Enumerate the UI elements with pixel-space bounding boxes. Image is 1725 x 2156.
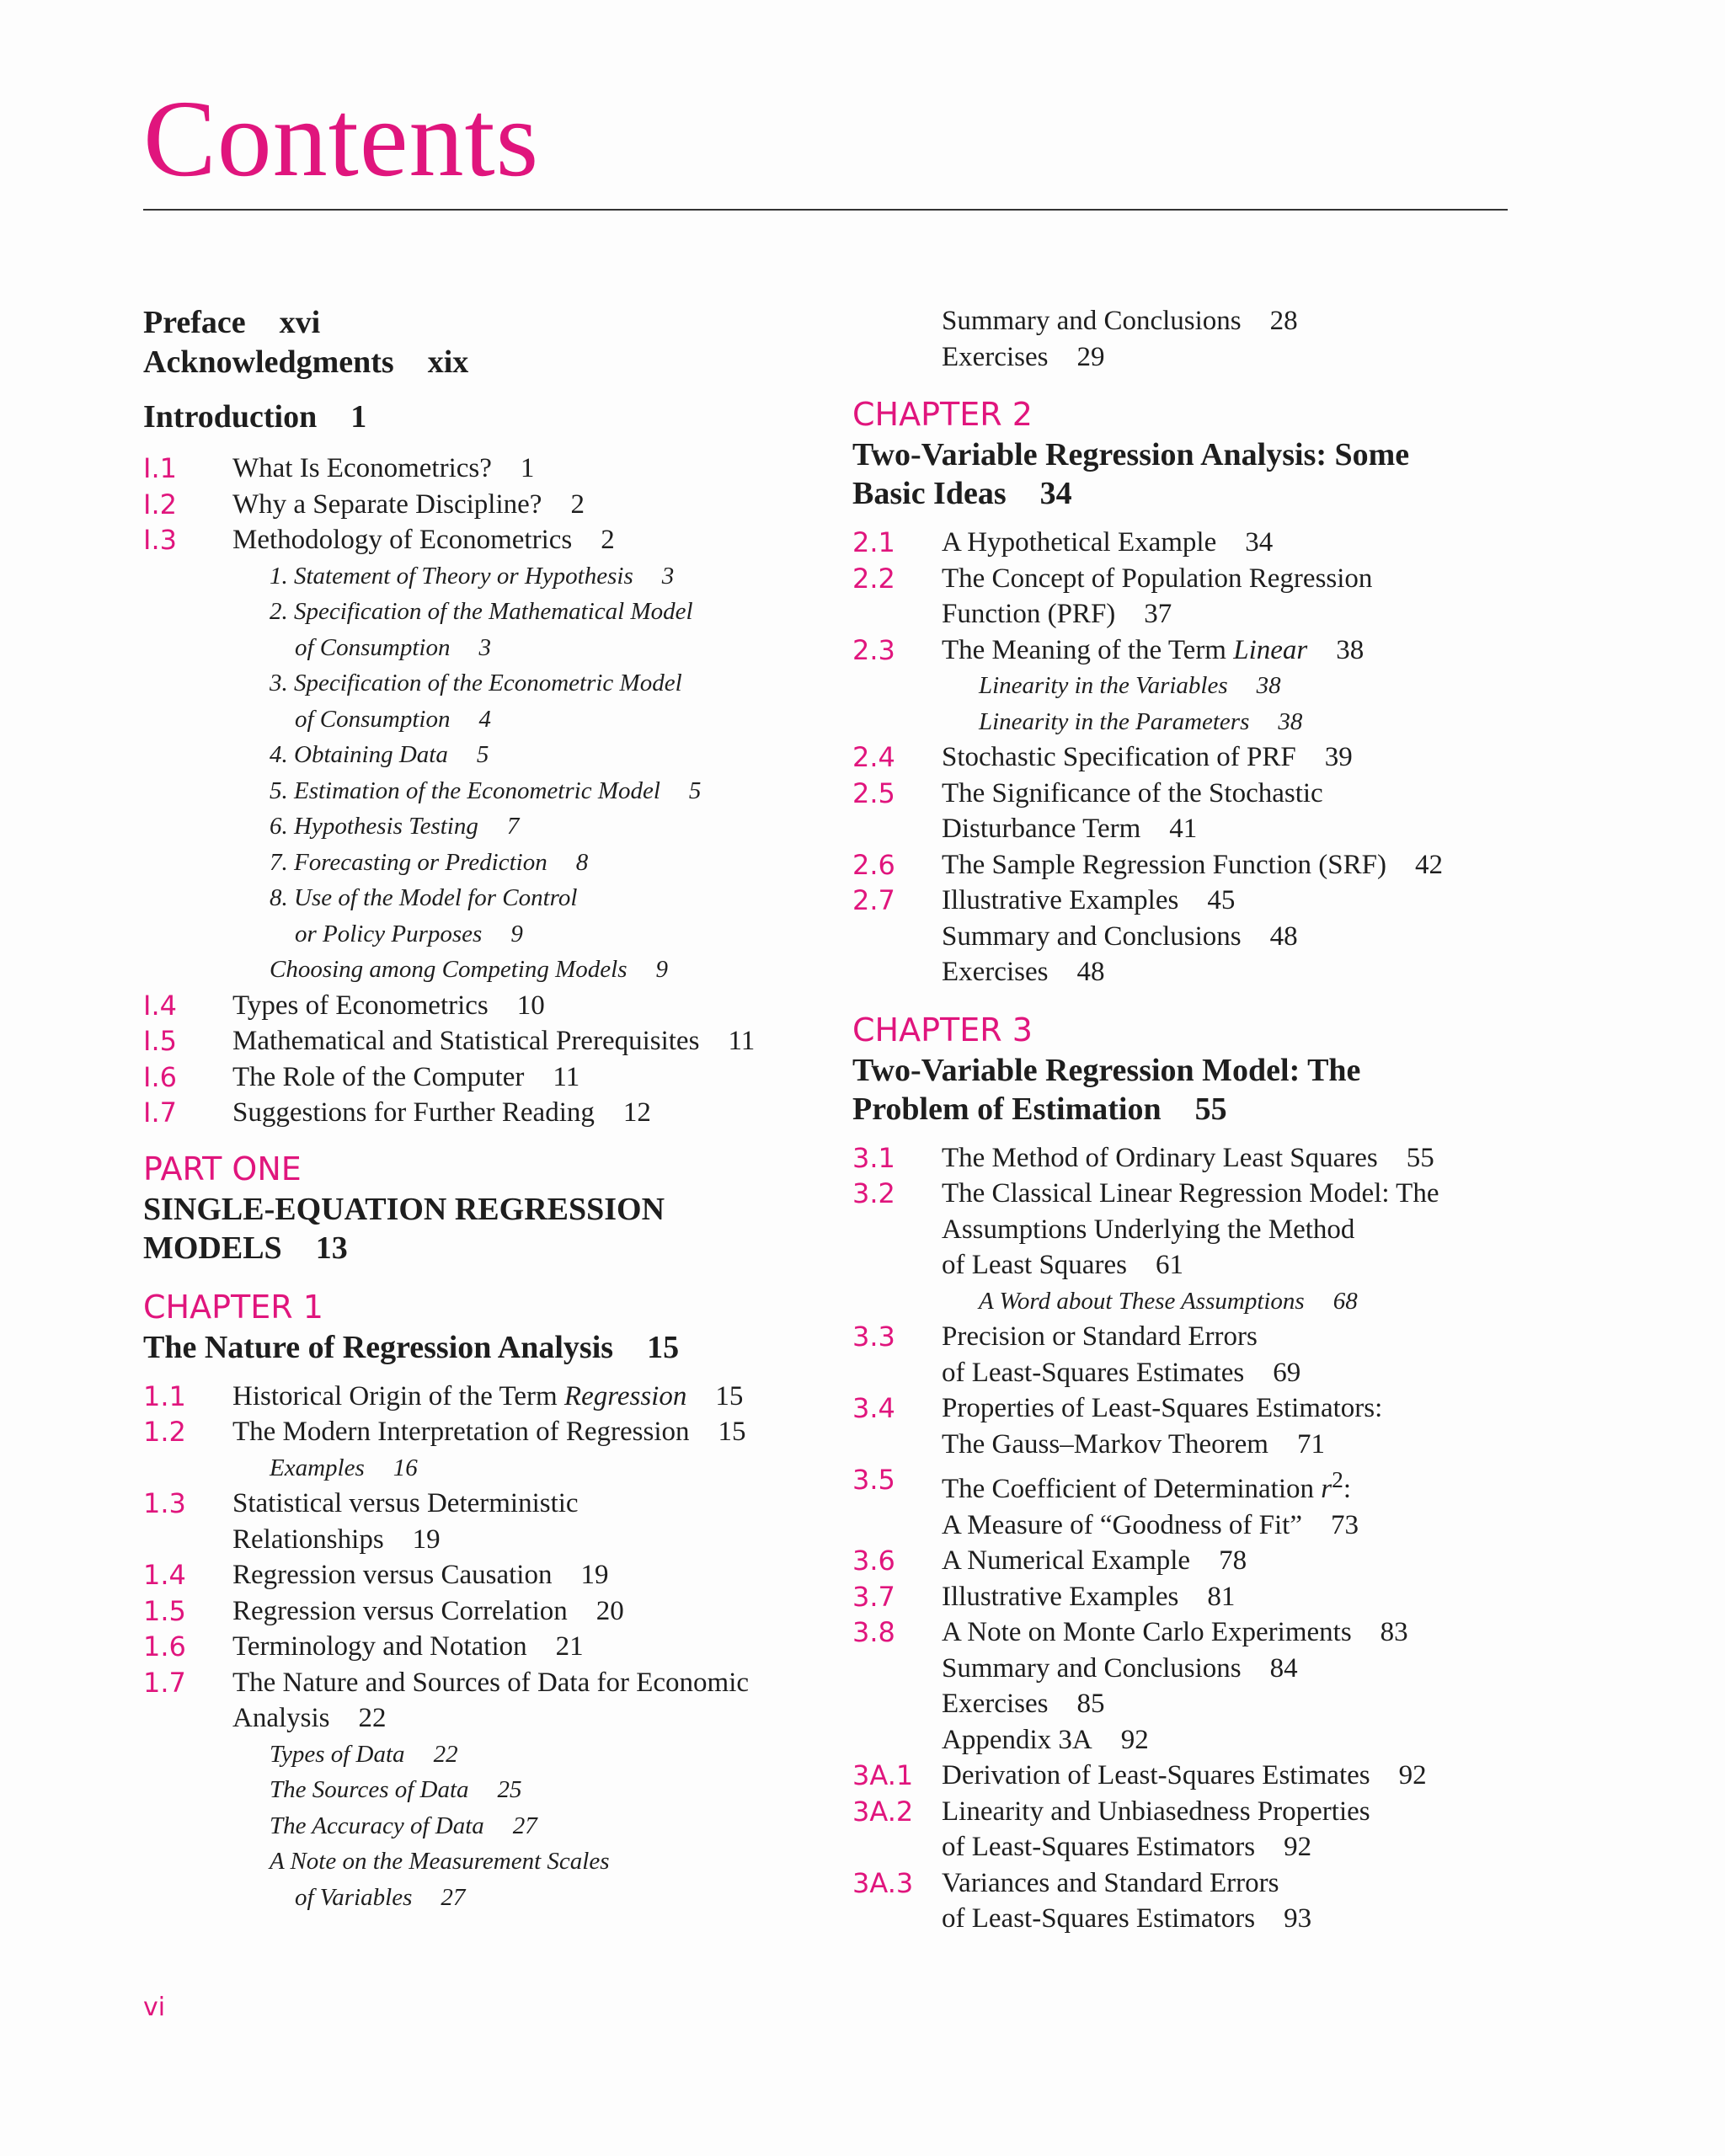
toc-subentry[interactable]	[143, 808, 842, 845]
section-number: I.5	[143, 1025, 177, 1057]
section-number: 2.7	[852, 884, 895, 916]
entry-text: A Measure of “Goodness of Fit”	[942, 1509, 1303, 1540]
subentry-text: Types of Data	[270, 1740, 405, 1768]
entry-title: Acknowledgments	[143, 344, 394, 380]
section-number: I.3	[143, 524, 177, 556]
section-number: 2.1	[852, 526, 895, 558]
section-number: 3.5	[852, 1464, 895, 1496]
entry-text: Two-Variable Regression Model: The	[852, 1052, 1361, 1088]
entry-text: The Meaning of the Term Linear	[942, 634, 1308, 665]
toc-entry[interactable]	[143, 522, 842, 558]
toc-subentry[interactable]	[143, 845, 842, 881]
entry-title	[942, 1176, 1509, 1283]
page-number: 2	[601, 525, 615, 555]
toc-subentry[interactable]	[852, 1283, 1509, 1320]
toc-entry[interactable]	[143, 1665, 842, 1737]
section-number: I.7	[143, 1097, 177, 1129]
subentry-text: of Consumption	[295, 705, 451, 733]
toc-entry[interactable]	[852, 339, 1509, 376]
toc-left-column	[143, 303, 842, 1915]
section-number: I.2	[143, 488, 177, 520]
entry-title	[852, 303, 1509, 339]
toc-entry[interactable]	[143, 1593, 842, 1630]
entry-text: The Gauss–Markov Theorem	[942, 1428, 1268, 1460]
entry-text: Illustrative Examples	[942, 885, 1179, 915]
part-label: PART ONE	[143, 1150, 302, 1187]
page-number: 2	[570, 488, 585, 520]
page-number: 45	[1207, 885, 1236, 915]
page-folio: vi	[143, 1993, 166, 2022]
toc-entry[interactable]	[852, 1390, 1509, 1462]
page-number: 20	[595, 1595, 624, 1626]
toc-entry[interactable]	[143, 1557, 842, 1593]
toc-subentry[interactable]	[143, 737, 842, 773]
page-number: 21	[555, 1631, 584, 1662]
page-number: 37	[1144, 599, 1172, 629]
entry-title	[852, 339, 1509, 376]
page-number: 69	[1273, 1357, 1301, 1388]
entry-text: The Role of the Computer	[232, 1061, 525, 1092]
entry-text: MODELS	[143, 1230, 282, 1266]
subentry-text: The Sources of Data	[270, 1776, 469, 1803]
page-number: 15	[647, 1329, 680, 1365]
entry-title	[942, 1865, 1509, 1937]
entry-title	[942, 847, 1509, 883]
page-number: 73	[1331, 1509, 1359, 1540]
entry-text: Relationships	[232, 1524, 384, 1555]
entry-title	[232, 1593, 842, 1630]
entry-text: A Hypothetical Example	[942, 527, 1217, 558]
chapter-3-title[interactable]	[852, 1051, 1509, 1129]
toc-subentry[interactable]	[143, 665, 842, 737]
entry-text: of Least Squares	[942, 1250, 1127, 1280]
page-number: 1	[350, 399, 367, 435]
entry-title	[232, 451, 842, 487]
entry-title	[942, 1140, 1509, 1177]
page-number: 5	[476, 741, 489, 768]
subentry-text: 4. Obtaining Data	[270, 741, 448, 768]
section-number: 3.1	[852, 1141, 895, 1174]
page-number: 9	[655, 956, 669, 983]
chapter-1-entries	[143, 1379, 842, 1916]
entry-text: The Significance of the Stochastic	[942, 777, 1323, 808]
entry-text: The Coefficient of Determination $r^2$:	[942, 1466, 1352, 1504]
toc-entry[interactable]	[852, 954, 1509, 990]
subentry-text: 8. Use of the Model for Control	[270, 884, 578, 911]
toc-entry[interactable]	[852, 1579, 1509, 1615]
page-number: 19	[580, 1560, 609, 1590]
toc-entry[interactable]	[143, 1023, 842, 1059]
entry-title	[942, 1794, 1509, 1865]
section-number: 3.4	[852, 1392, 895, 1424]
subentry-text: or Policy Purposes	[295, 920, 483, 947]
toc-subentry[interactable]	[143, 952, 842, 988]
entry-title	[942, 739, 1509, 776]
page-number: 71	[1296, 1428, 1325, 1460]
entry-text: The Nature of Regression Analysis	[143, 1329, 614, 1365]
entry-text: Linearity and Unbiasedness Properties	[942, 1796, 1370, 1827]
chapter-3-entries	[852, 1140, 1509, 1937]
subentry-text: 6. Hypothesis Testing	[270, 813, 478, 840]
page-number: 55	[1194, 1091, 1227, 1127]
entry-text: Properties of Least-Squares Estimators:	[942, 1393, 1383, 1423]
entry-text: Summary and Conclusions	[942, 921, 1242, 952]
toc-entry[interactable]	[852, 561, 1509, 632]
toc-subentry[interactable]	[143, 558, 842, 595]
toc-entry[interactable]	[852, 919, 1509, 955]
subentry-text: A Word about These Assumptions	[979, 1287, 1305, 1315]
entry-text: What Is Econometrics?	[232, 453, 492, 483]
entry-title	[942, 776, 1509, 847]
page-number: xvi	[279, 305, 321, 340]
page-number: 3	[478, 633, 491, 661]
section-number: 1.7	[143, 1666, 186, 1699]
section-number: 3.6	[852, 1545, 895, 1577]
entry-text: A Note on Monte Carlo Experiments	[942, 1617, 1352, 1647]
toc-subentry[interactable]	[143, 1450, 842, 1486]
section-number: 1.5	[143, 1594, 186, 1627]
entry-text: Regression versus Correlation	[232, 1595, 568, 1626]
section-number: I.6	[143, 1060, 177, 1093]
toc-entry[interactable]	[143, 1059, 842, 1096]
page-number: 34	[1039, 476, 1072, 511]
page-number: 92	[1284, 1832, 1312, 1862]
toc-entry[interactable]	[143, 487, 842, 523]
entry-title	[942, 525, 1509, 561]
toc-entry[interactable]	[143, 1629, 842, 1665]
page-number: 15	[718, 1417, 746, 1447]
chapter-1-label: CHAPTER 1	[143, 1288, 323, 1326]
entry-text: of Least-Squares Estimators	[942, 1903, 1256, 1934]
toc-entry[interactable]	[852, 739, 1509, 776]
toc-entry[interactable]	[852, 1176, 1509, 1283]
entry-text: Summary and Conclusions	[942, 1652, 1242, 1684]
page-number: 27	[512, 1812, 537, 1839]
page-number: 1	[520, 453, 535, 483]
entry-title	[942, 632, 1509, 669]
page-number: 83	[1380, 1617, 1408, 1647]
chapter-3-label: CHAPTER 3	[852, 1011, 1033, 1049]
title-rule	[143, 209, 1508, 211]
toc-subentry[interactable]	[143, 1737, 842, 1773]
entry-text: Exercises	[942, 957, 1049, 987]
section-number: 3.8	[852, 1616, 895, 1648]
entry-text: Function (PRF)	[942, 599, 1116, 629]
subentry-text: of Consumption	[295, 633, 451, 661]
entry-title	[232, 522, 842, 558]
entry-text: The Classical Linear Regression Model: The	[942, 1178, 1439, 1209]
entry-text: Why a Separate Discipline?	[232, 488, 542, 520]
introduction-heading[interactable]	[143, 398, 842, 437]
entry-text: Analysis	[232, 1703, 330, 1733]
entry-title	[232, 487, 842, 523]
page-number: 81	[1207, 1581, 1236, 1612]
entry-text: The Modern Interpretation of Regression	[232, 1417, 690, 1447]
entry-text: The Method of Ordinary Least Squares	[942, 1142, 1378, 1173]
page-number: 68	[1332, 1287, 1358, 1315]
page-number: 25	[497, 1776, 522, 1803]
entry-title	[942, 1462, 1509, 1543]
toc-entry[interactable]	[143, 1379, 842, 1415]
toc-entry[interactable]	[852, 1614, 1509, 1651]
entry-title	[942, 1319, 1509, 1390]
entry-text: of Least-Squares Estimates	[942, 1357, 1245, 1388]
toc-subentry[interactable]	[852, 668, 1509, 704]
page-number: 84	[1269, 1652, 1298, 1684]
page-number: 16	[393, 1454, 418, 1481]
page-number: 12	[622, 1097, 651, 1128]
section-number: 1.4	[143, 1559, 186, 1591]
entry-title	[232, 1059, 842, 1096]
page-number: 8	[575, 848, 589, 876]
page-number: 85	[1076, 1689, 1105, 1719]
entry-title	[232, 988, 842, 1024]
subentry-text: 5. Estimation of the Econometric Model	[270, 776, 660, 804]
entry-text: Methodology of Econometrics	[232, 525, 573, 555]
entry-text: of Least-Squares Estimators	[942, 1832, 1256, 1862]
part-title[interactable]	[143, 1190, 842, 1267]
page-title: Contents	[143, 78, 540, 200]
page-number: 38	[1336, 634, 1365, 665]
page-number: 22	[433, 1740, 458, 1768]
entry-title	[232, 1379, 842, 1415]
page-number: 29	[1076, 341, 1105, 372]
page-number: 22	[358, 1703, 387, 1733]
page-number: 4	[478, 705, 491, 733]
entry-title	[852, 1722, 1509, 1758]
page-number: 10	[516, 990, 545, 1021]
page-number: 48	[1269, 921, 1298, 952]
section-number: 3A.3	[852, 1866, 914, 1899]
entry-text: SINGLE-EQUATION REGRESSION	[143, 1191, 665, 1227]
toc-entry[interactable]	[143, 988, 842, 1024]
entry-text: Variances and Standard Errors	[942, 1867, 1279, 1898]
entry-title	[232, 1095, 842, 1131]
entry-text: A Numerical Example	[942, 1545, 1191, 1576]
entry-title	[942, 1614, 1509, 1651]
toc-entry[interactable]	[143, 451, 842, 487]
chapter-1-title[interactable]	[143, 1328, 842, 1367]
page-number: 61	[1155, 1250, 1183, 1280]
toc-entry[interactable]	[852, 1794, 1509, 1865]
page-number: 28	[1269, 306, 1298, 336]
section-number: 3A.2	[852, 1795, 914, 1828]
toc-entry[interactable]	[852, 883, 1509, 919]
entry-title	[852, 1651, 1509, 1687]
entry-title	[232, 1486, 842, 1557]
entry-text: Illustrative Examples	[942, 1581, 1179, 1612]
entry-text: Statistical versus Deterministic	[232, 1488, 579, 1518]
section-number: 3.7	[852, 1580, 895, 1613]
chapter-2-label: CHAPTER 2	[852, 396, 1033, 433]
page-number: 92	[1398, 1760, 1427, 1790]
section-number: 1.1	[143, 1380, 186, 1412]
toc-entry-acknowledgments[interactable]	[143, 343, 842, 382]
entry-text: Precision or Standard Errors	[942, 1321, 1258, 1352]
chapter-2-entries	[852, 525, 1509, 990]
entry-text: Exercises	[942, 1689, 1049, 1719]
entry-text: Stochastic Specification of PRF	[942, 742, 1296, 772]
toc-entry[interactable]	[852, 525, 1509, 561]
entry-title: Preface	[143, 305, 246, 340]
section-number: 2.3	[852, 633, 895, 666]
section-number: 2.2	[852, 562, 895, 595]
subentry-text: Choosing among Competing Models	[270, 956, 628, 983]
toc-subentry[interactable]	[143, 880, 842, 952]
toc-subentry[interactable]	[143, 1772, 842, 1808]
toc-entry[interactable]	[852, 1462, 1509, 1543]
entry-title	[942, 1758, 1509, 1794]
entry-title	[942, 1543, 1509, 1579]
page-number: 38	[1278, 707, 1303, 735]
toc-subentry[interactable]	[143, 773, 842, 809]
subentry-text: 7. Forecasting or Prediction	[270, 848, 547, 876]
subentry-text: The Accuracy of Data	[270, 1812, 484, 1839]
toc-right-column	[852, 303, 1509, 1937]
toc-entry[interactable]	[143, 1095, 842, 1131]
toc-entry[interactable]	[852, 1865, 1509, 1937]
toc-subentry[interactable]	[143, 594, 842, 665]
section-number: 3.2	[852, 1177, 895, 1209]
entry-text: Basic Ideas	[852, 476, 1007, 511]
toc-entry[interactable]	[852, 776, 1509, 847]
subentry-text: Examples	[270, 1454, 365, 1481]
section-number: I.4	[143, 989, 177, 1022]
page-number: 39	[1324, 742, 1353, 772]
toc-entry[interactable]	[852, 1543, 1509, 1579]
entry-title: Introduction	[143, 399, 318, 435]
page-number: 42	[1414, 849, 1443, 880]
entry-text: Two-Variable Regression Analysis: Some	[852, 437, 1410, 472]
entry-title	[942, 883, 1509, 919]
toc-entry[interactable]	[143, 1486, 842, 1557]
page-number: 7	[506, 813, 520, 840]
entry-text: Regression versus Causation	[232, 1560, 553, 1590]
toc-entry[interactable]	[852, 632, 1509, 669]
subentry-text: A Note on the Measurement Scales	[270, 1848, 610, 1875]
entry-title	[942, 1579, 1509, 1615]
toc-entry[interactable]	[852, 847, 1509, 883]
subentry-text: of Variables	[295, 1883, 413, 1911]
page-number: xix	[427, 344, 469, 380]
section-number: 1.2	[143, 1416, 186, 1448]
entry-title	[852, 954, 1509, 990]
entry-text: Assumptions Underlying the Method	[942, 1214, 1355, 1245]
chapter-2-title[interactable]	[852, 435, 1509, 513]
section-number: 2.5	[852, 776, 895, 809]
section-number: 3.3	[852, 1321, 895, 1353]
entry-text: The Concept of Population Regression	[942, 563, 1373, 594]
toc-entry-preface[interactable]	[143, 303, 842, 343]
toc-entry[interactable]	[852, 1722, 1509, 1758]
page-number: 48	[1076, 957, 1105, 987]
entry-text: Suggestions for Further Reading	[232, 1097, 595, 1128]
subentry-text: 2. Specification of the Mathematical Model	[270, 598, 693, 625]
entry-text: Mathematical and Statistical Prerequisites	[232, 1026, 700, 1056]
section-number: 2.6	[852, 848, 895, 881]
entry-title	[942, 561, 1509, 632]
toc-entry[interactable]	[143, 1414, 842, 1450]
page-number: 11	[553, 1061, 580, 1092]
section-number: I.1	[143, 452, 177, 484]
entry-text: Appendix 3A	[942, 1724, 1092, 1755]
entry-text: Historical Origin of the Term Regression	[232, 1380, 687, 1412]
page-number: 38	[1256, 672, 1281, 699]
entry-title	[232, 1665, 842, 1737]
entry-title	[942, 1390, 1509, 1462]
toc-entry[interactable]	[852, 1319, 1509, 1390]
entry-text: The Sample Regression Function (SRF)	[942, 849, 1386, 880]
page-number: 9	[510, 920, 523, 947]
entry-title	[232, 1629, 842, 1665]
page-number: 34	[1245, 527, 1274, 558]
page-number: 11	[728, 1026, 756, 1056]
toc-entry[interactable]	[852, 1140, 1509, 1177]
entry-text: Derivation of Least-Squares Estimates	[942, 1760, 1370, 1790]
page-number: 78	[1219, 1545, 1247, 1576]
section-number: 1.6	[143, 1630, 186, 1662]
chapter-1-end-entries	[852, 303, 1509, 375]
page-number: 5	[688, 776, 702, 804]
section-number: 3A.1	[852, 1759, 914, 1791]
entry-text: Disturbance Term	[942, 814, 1141, 844]
entry-title	[852, 919, 1509, 955]
entry-title	[232, 1557, 842, 1593]
entry-title	[232, 1023, 842, 1059]
entry-title	[232, 1414, 842, 1450]
subentry-text: Linearity in the Parameters	[979, 707, 1250, 735]
subentry-text: Linearity in the Variables	[979, 672, 1228, 699]
entry-text: Summary and Conclusions	[942, 306, 1242, 336]
page-number: 55	[1406, 1142, 1434, 1173]
subentry-text: 1. Statement of Theory or Hypothesis	[270, 562, 633, 590]
page-number: 27	[441, 1883, 466, 1911]
entry-text: The Nature and Sources of Data for Economic	[232, 1667, 750, 1698]
page-number: 13	[315, 1230, 348, 1266]
toc-entry[interactable]	[852, 1686, 1509, 1722]
toc-entry[interactable]	[852, 1758, 1509, 1794]
page-number: 92	[1120, 1724, 1149, 1755]
page-number: 93	[1284, 1903, 1312, 1934]
entry-text: Problem of Estimation	[852, 1091, 1162, 1127]
toc-subentry[interactable]	[852, 704, 1509, 740]
page-number: 19	[412, 1524, 441, 1555]
toc-entry[interactable]	[852, 1651, 1509, 1687]
section-number: 1.3	[143, 1487, 186, 1519]
toc-entry[interactable]	[852, 303, 1509, 339]
introduction-entries	[143, 451, 842, 1131]
subentry-text: 3. Specification of the Econometric Model	[270, 670, 682, 696]
section-number: 2.4	[852, 741, 895, 773]
entry-text: Terminology and Notation	[232, 1631, 527, 1662]
toc-subentry[interactable]	[143, 1844, 842, 1915]
toc-subentry[interactable]	[143, 1808, 842, 1844]
page-number: 3	[661, 562, 675, 590]
page-number: 41	[1169, 814, 1198, 844]
entry-text: Exercises	[942, 341, 1049, 372]
entry-title	[852, 1686, 1509, 1722]
page-number: 15	[715, 1380, 744, 1412]
entry-text: Types of Econometrics	[232, 990, 489, 1021]
